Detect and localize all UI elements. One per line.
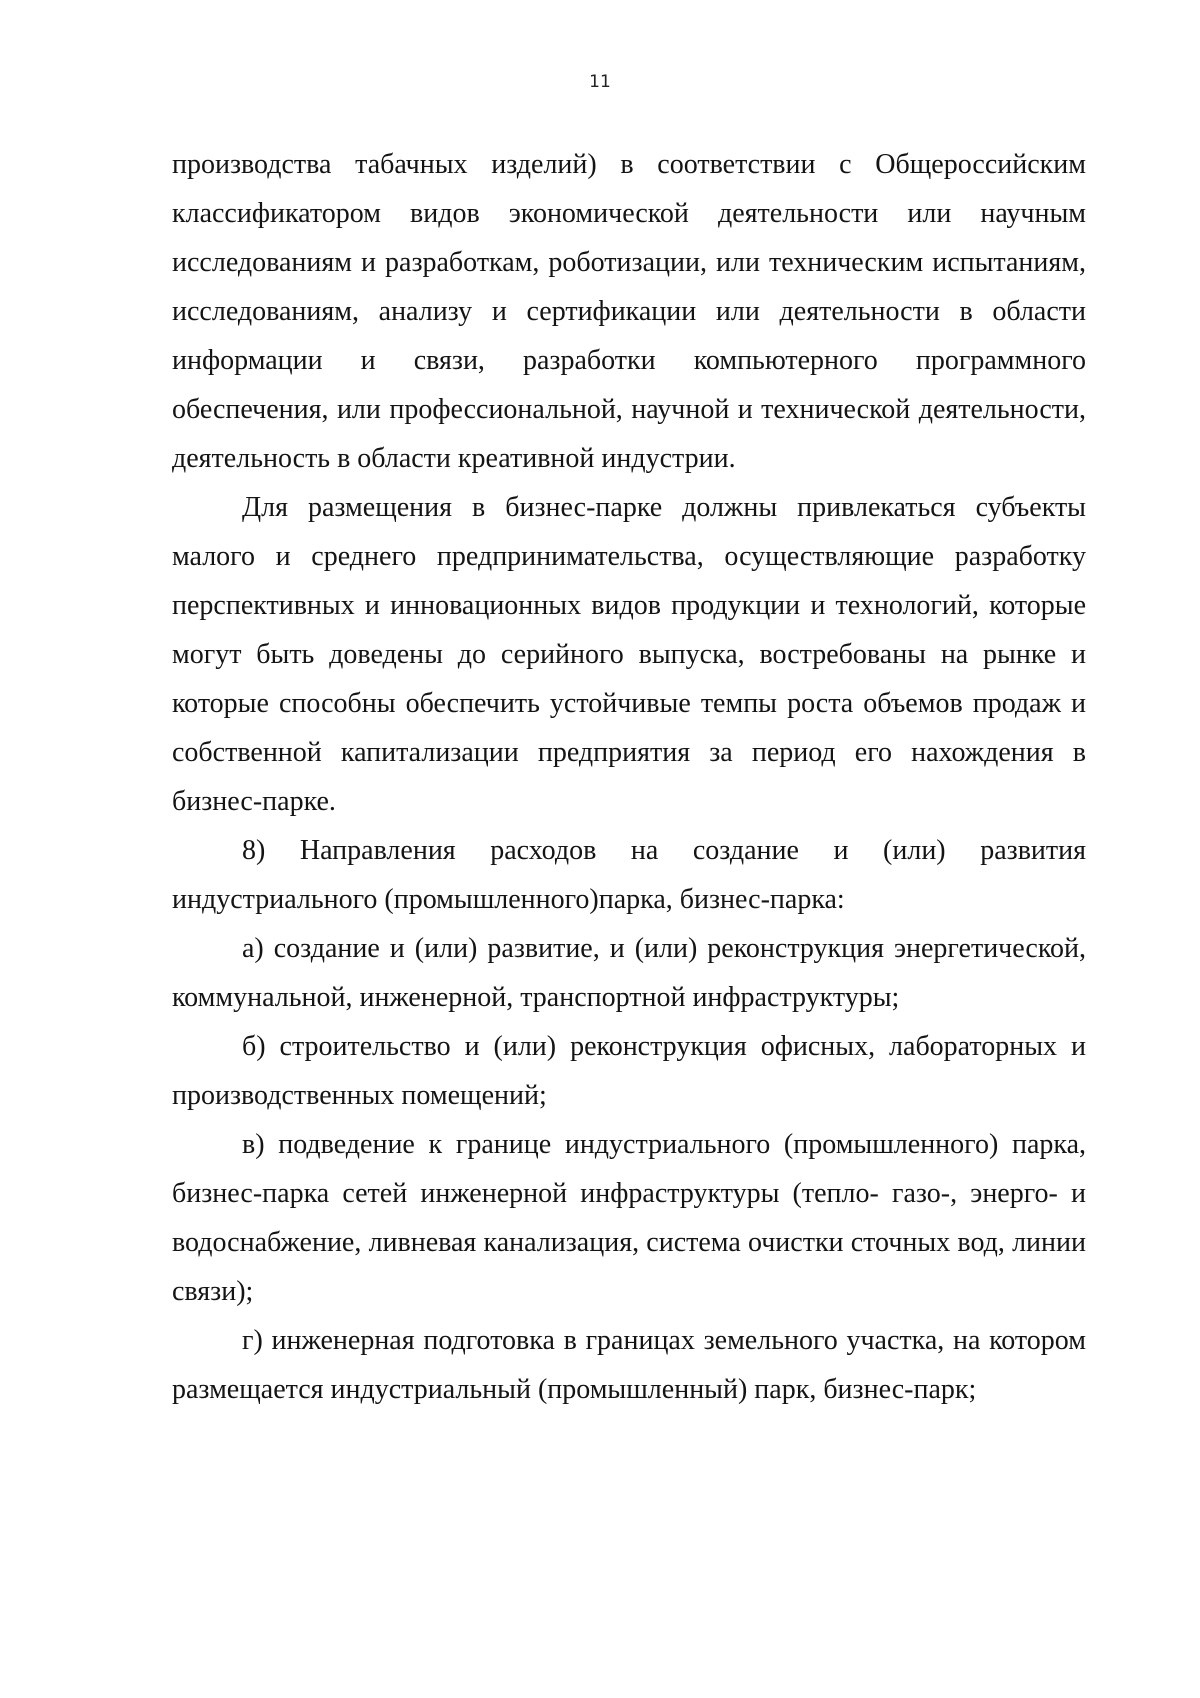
paragraph-item-8-heading: 8) Направления расходов на создание и (или) развития индустриального (промышленного)парка, бизнес-парка: [172, 835, 1086, 915]
paragraph-continuation: производства табачных изделий) в соответствии с Общероссийским классификатором видов экономической деятельности или научным исследованиям и разработкам, роботизации, или техническим испытаниям, исследованиям, анализу и сертификации или деятельности в области информации и связи, разработки компьютерного программного обеспечения, или профессиональной, научной и технической деятельности, деятельность в области креативной индустрии. [172, 149, 1086, 474]
paragraph-item-b: б) строительство и (или) реконструкция офисных, лабораторных и производственных помещений; [172, 1031, 1086, 1111]
page-number: 11 [589, 72, 611, 92]
paragraph-item-v: в) подведение к границе индустриального (промышленного) парка, бизнес-парка сетей инженерной инфраструктуры (тепло- газо-, энерго- и водоснабжение, ливневая канализация, система очистки сточных вод, линии связи); [172, 1129, 1086, 1307]
document-body [172, 140, 1086, 1414]
paragraph-item-a: а) создание и (или) развитие, и (или) реконструкция энергетической, коммунальной, инженерной, транспортной инфраструктуры; [172, 933, 1086, 1013]
paragraph-item-g: г) инженерная подготовка в границах земельного участка, на котором размещается индустриальный (промышленный) парк, бизнес-парк; [172, 1325, 1086, 1405]
paragraph-business-park-residents: Для размещения в бизнес-парке должны привлекаться субъекты малого и среднего предпринимательства, осуществляющие разработку перспективных и инновационных видов продукции и технологий, которые могут быть доведены до серийного выпуска, востребованы на рынке и которые способны обеспечить устойчивые темпы роста объемов продаж и собственной капитализации предприятия за период его нахождения в бизнес-парке. [172, 492, 1086, 817]
